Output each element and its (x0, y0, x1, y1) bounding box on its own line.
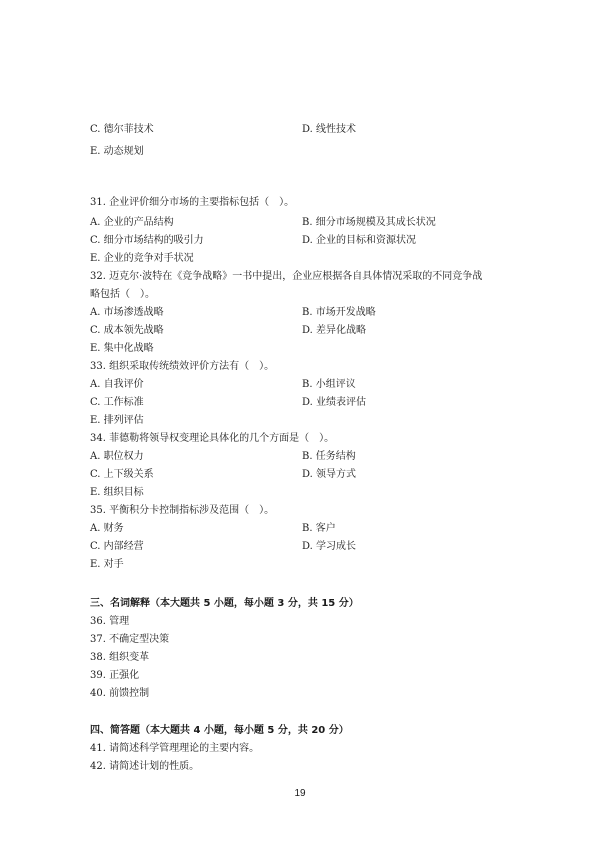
q34-option-c: C. 上下级关系 (90, 469, 154, 480)
q31-option-c: C. 细分市场结构的吸引力 (90, 235, 204, 246)
q31-option-e: E. 企业的竞争对手状况 (90, 253, 194, 264)
term-item: 36. 管理 (90, 616, 130, 627)
page-number: 19 (294, 788, 306, 799)
term-item: 40. 前馈控制 (90, 688, 150, 699)
q35-option-a: A. 财务 (90, 523, 124, 534)
q35-option-e: E. 对手 (90, 559, 124, 570)
q33-option-b: B. 小组评议 (302, 379, 356, 390)
q34-option-b: B. 任务结构 (302, 451, 356, 462)
short-answer-item: 42. 请简述计划的性质。 (90, 761, 200, 772)
q33-option-a: A. 自我评价 (90, 379, 144, 390)
short-answer-item: 41. 请简述科学管理理论的主要内容。 (90, 743, 260, 754)
q31-option-b: B. 细分市场规模及其成长状况 (302, 217, 436, 228)
q35-option-c: C. 内部经营 (90, 541, 144, 552)
q35-option-d: D. 学习成长 (302, 541, 357, 552)
term-item: 39. 正强化 (90, 670, 140, 681)
question-32-stem-line1: 32. 迈克尔·波特在《竞争战略》一书中提出，企业应根据各自具体情况采取的不同竞争战 (90, 271, 483, 282)
q33-option-d: D. 业绩表评估 (302, 397, 367, 408)
q32-option-e: E. 集中化战略 (90, 343, 154, 354)
q31-option-d: D. 企业的目标和资源状况 (302, 235, 417, 246)
option-e: E. 动态规划 (90, 146, 144, 157)
question-31-stem: 31. 企业评价细分市场的主要指标包括（ ）。 (90, 197, 295, 208)
option-d: D. 线性技术 (302, 124, 357, 135)
question-34-stem: 34. 菲德勒将领导权变理论具体化的几个方面是（ ）。 (90, 433, 335, 444)
question-33-stem: 33. 组织采取传统绩效评价方法有（ ）。 (90, 361, 275, 372)
q34-option-a: A. 职位权力 (90, 451, 144, 462)
q31-option-a: A. 企业的产品结构 (90, 217, 174, 228)
term-item: 37. 不确定型决策 (90, 634, 170, 645)
term-item: 38. 组织变革 (90, 652, 150, 663)
q32-option-b: B. 市场开发战略 (302, 307, 376, 318)
q33-option-e: E. 排列评估 (90, 415, 144, 426)
question-35-stem: 35. 平衡积分卡控制指标涉及范围（ ）。 (90, 505, 275, 516)
q33-option-c: C. 工作标准 (90, 397, 144, 408)
q32-option-c: C. 成本领先战略 (90, 325, 164, 336)
section-3-heading: 三、名词解释（本大题共 5 小题，每小题 3 分，共 15 分） (90, 598, 359, 609)
q32-option-a: A. 市场渗透战略 (90, 307, 164, 318)
q32-option-d: D. 差异化战略 (302, 325, 367, 336)
q35-option-b: B. 客户 (302, 523, 336, 534)
question-32-stem-line2: 略包括（ ）。 (90, 289, 155, 300)
option-c: C. 德尔菲技术 (90, 124, 154, 135)
section-4-heading: 四、简答题（本大题共 4 小题，每小题 5 分，共 20 分） (90, 725, 349, 736)
q34-option-e: E. 组织目标 (90, 487, 144, 498)
q34-option-d: D. 领导方式 (302, 469, 357, 480)
